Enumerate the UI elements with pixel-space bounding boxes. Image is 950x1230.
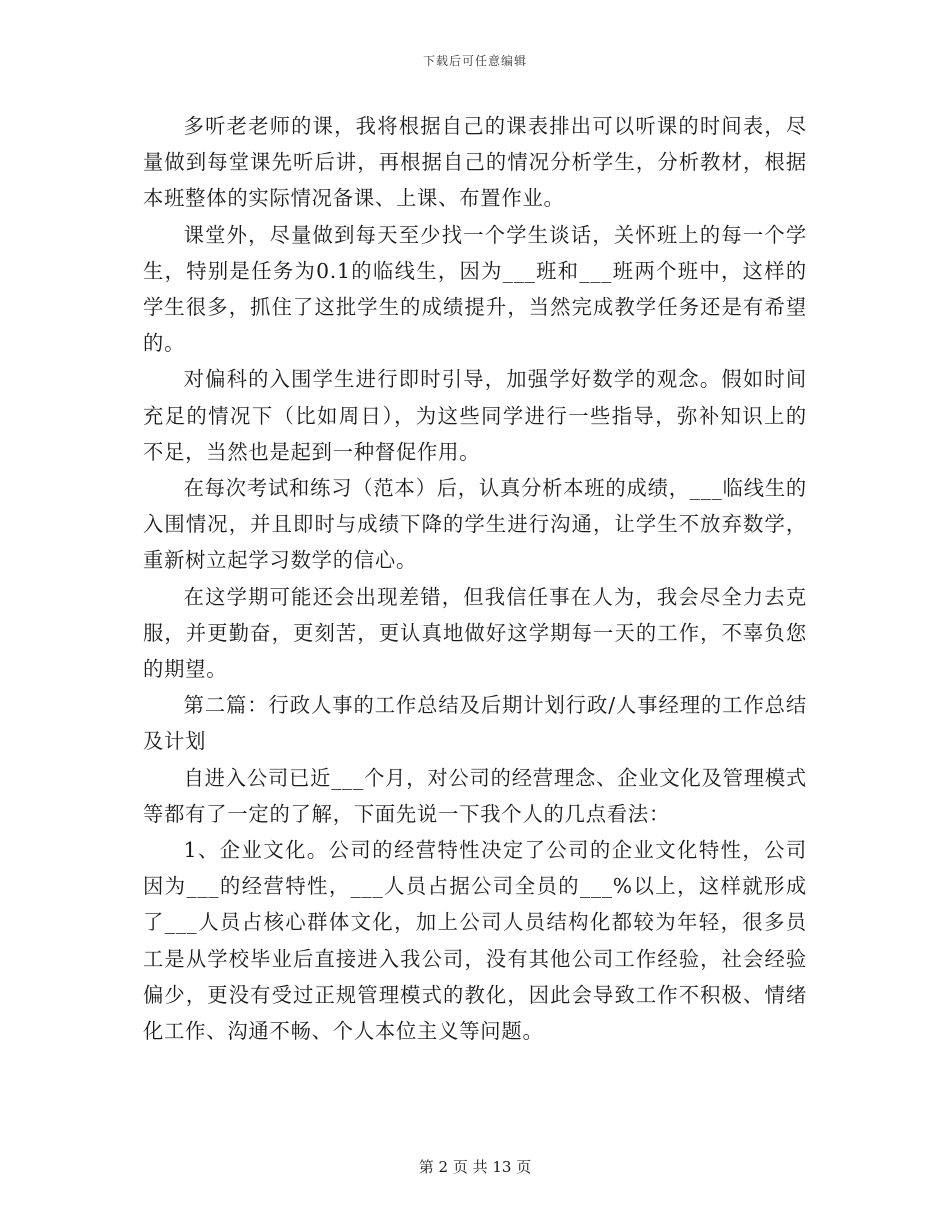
page-number: 第 2 页 共 13 页 bbox=[418, 1158, 532, 1176]
section-heading: 第二篇：行政人事的工作总结及后期计划行政/人事经理的工作总结及计划 bbox=[143, 693, 807, 754]
paragraph-8: 1、企业文化。公司的经营特性决定了公司的企业文化特性，公司因为___的经营特性，___人员占据公司全员的___%以上，这样就形成了___人员占核心群体文化，加上公司人员结构化都较为年轻，很多员工是从学校毕业后直接进入我公司，没有其他公司工作经验，社会经验偏少，更没有受过正规管理模式的教化，因此会导致工作不积极、情绪化工作、沟通不畅、个人本位主义等问题。 bbox=[143, 838, 807, 1044]
paragraph-5: 在这学期可能还会出现差错，但我信任事在人为，我会尽全力去克服，并更勤奋，更刻苦，更认真地做好这学期每一天的工作，不辜负您的期望。 bbox=[143, 584, 807, 682]
document-body bbox=[143, 108, 807, 1049]
paragraph-2: 课堂外，尽量做到每天至少找一个学生谈话，关怀班上的每一个学生，特别是任务为0.1的临线生，因为___班和___班两个班中，这样的学生很多，抓住了这批学生的成绩提升，当然完成教学任务还是有希望的。 bbox=[143, 222, 807, 356]
page-header: 下载后可任意编辑 bbox=[422, 54, 527, 68]
paragraph-7: 自进入公司已近___个月，对公司的经营理念、企业文化及管理模式等都有了一定的了解，下面先说一下我个人的几点看法： bbox=[143, 765, 807, 826]
paragraph-4: 在每次考试和练习（范本）后，认真分析本班的成绩，___临线生的入围情况，并且即时与成绩下降的学生进行沟通，让学生不放弃数学，重新树立起学习数学的信心。 bbox=[143, 476, 807, 573]
paragraph-1: 多听老老师的课，我将根据自己的课表排出可以听课的时间表，尽量做到每堂课先听后讲，再根据自己的情况分析学生，分析教材，根据本班整体的实际情况备课、上课、布置作业。 bbox=[143, 114, 807, 211]
paragraph-3: 对偏科的入围学生进行即时引导，加强学好数学的观念。假如时间充足的情况下（比如周日），为这些同学进行一些指导，弥补知识上的不足，当然也是起到一种督促作用。 bbox=[143, 367, 807, 464]
